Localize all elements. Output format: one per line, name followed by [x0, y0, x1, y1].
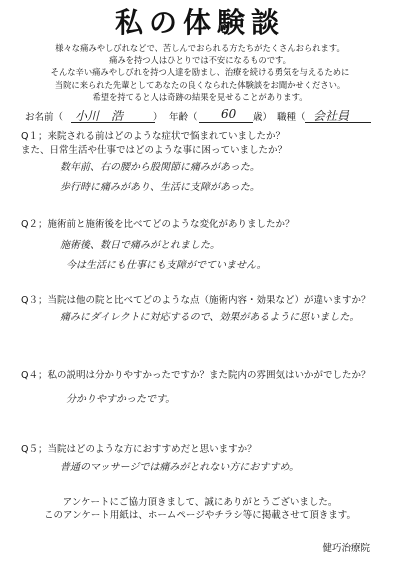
name-label: お名前（ — [25, 112, 64, 123]
age-value: 60 — [221, 107, 237, 121]
age-label: 年齢（ — [169, 112, 198, 123]
job-label: 職種（ — [277, 112, 306, 123]
name-value: 小川 浩 — [75, 109, 124, 123]
answer-line: 施術後、数日で痛みがとれました。 — [60, 240, 220, 251]
answer-3 — [60, 308, 359, 328]
question-text: Q３；当院は他の院と比べてどのような点（施術内容・効果など）が違いますか？ — [21, 295, 371, 306]
age-underline — [199, 122, 253, 123]
respondent-info — [25, 109, 377, 123]
question-text: Q５；当院はどのような方におすすめだと思いますか？ — [21, 444, 257, 455]
question-5 — [21, 443, 391, 457]
name-close: ） — [153, 112, 163, 123]
answer-2 — [60, 236, 267, 276]
job-underline — [305, 122, 371, 123]
closing-line: このアンケート用紙は、ホームページやチラシ等に掲載させて頂きます。 — [44, 510, 356, 521]
page-title: 私の体験談 — [114, 6, 285, 39]
intro-line: 当院に来られた先輩としてあなたの良くなられた体験談をお聞かせください。 — [54, 79, 346, 90]
question-1 — [21, 130, 391, 158]
closing-line: アンケートにご協力頂きまして、誠にありがとうございました。 — [62, 497, 338, 508]
question-text: Q１；来院される前はどのような症状で悩まれていましたか？ — [21, 131, 285, 142]
age-unit: 歳） — [253, 112, 273, 123]
answer-line: 今は生活にも仕事にも支障がでていません。 — [66, 260, 267, 271]
answer-line: 普通のマッサージでは痛みがとれない方におすすめ。 — [60, 462, 300, 473]
job-value: 会社員 — [313, 109, 350, 123]
intro-line: 希望を持てると人は奇跡の結果を見せることがあります。 — [92, 91, 308, 102]
question-3 — [21, 294, 391, 308]
answer-line: 歩行時に痛みがあり、生活に支障があった。 — [60, 182, 260, 193]
answer-line: 数年前、右の腰から股関節に痛みがあった。 — [60, 162, 260, 173]
answer-line: 痛みにダイレクトに対応するので、効果があるように思いました。 — [60, 312, 360, 323]
question-text: Q４；私の説明は分かりやすかったですか？また院内の雰囲気はいかがでしたか？ — [21, 370, 371, 381]
answer-line: 分かりやすかったです。 — [66, 394, 176, 405]
intro-line: そんな辛い痛みやしびれを持つ人達を励まし、治療を続ける勇気を与えるために — [50, 67, 350, 78]
intro-line: 痛みを持つ人はひとりでは不安になるものです。 — [109, 55, 291, 66]
question-4 — [21, 369, 391, 383]
answer-1 — [60, 158, 260, 198]
clinic-name: 健巧治療院 — [322, 543, 370, 554]
answer-5 — [60, 458, 299, 478]
intro-text — [18, 42, 382, 103]
name-underline — [71, 122, 155, 123]
question-text: Q２；施術前と施術後を比べてどのような変化がありましたか？ — [21, 219, 295, 230]
intro-line: 様々な痛みやしびれなどで、苦しんでおられる方たちがたくさんおられます。 — [55, 43, 345, 53]
closing-message — [0, 496, 400, 522]
question-text: また、日常生活や仕事ではどのような事に困っていましたか？ — [21, 145, 288, 156]
question-2 — [21, 218, 391, 232]
answer-4 — [66, 390, 175, 410]
